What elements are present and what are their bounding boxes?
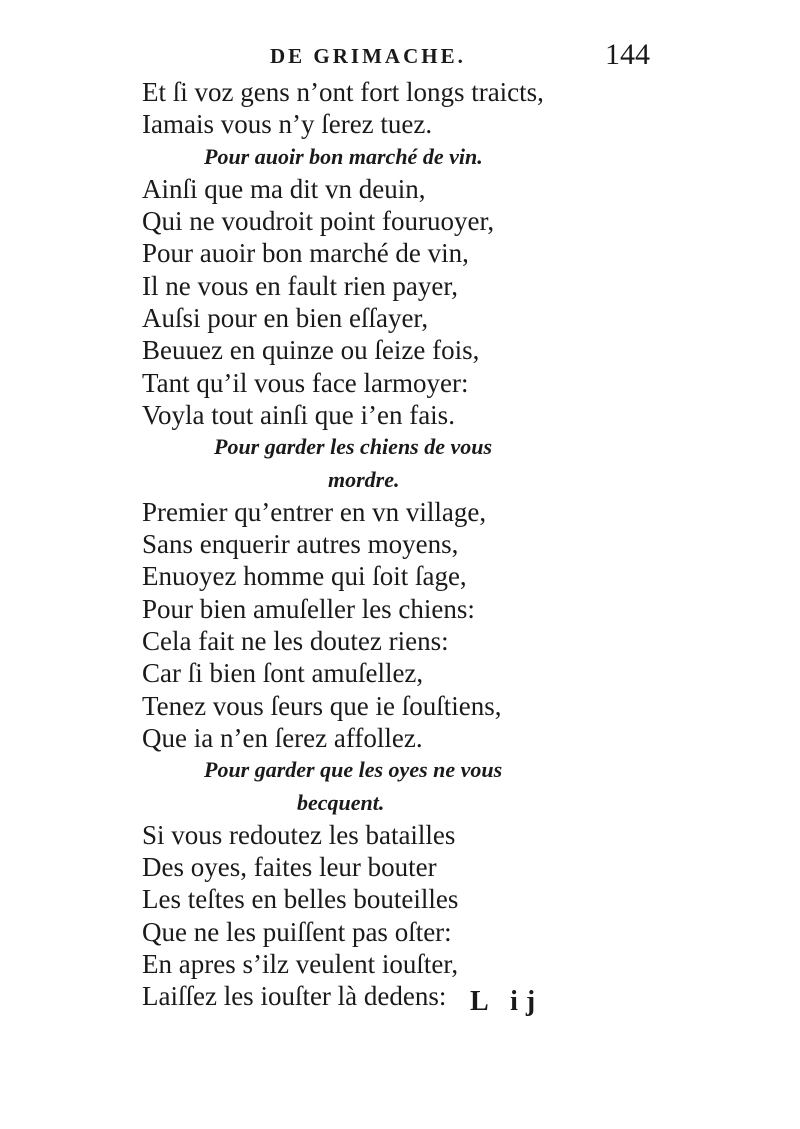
signature-mark: L ij	[470, 986, 544, 1017]
section-heading: Pour garder les chiens de vous	[214, 434, 493, 460]
verse-line: Car ſi bien ſont amuſellez,	[142, 658, 424, 689]
verse-line: Sans enquerir autres moyens,	[142, 529, 459, 560]
verse-line: Tenez vous ſeurs que ie ſouſtiens,	[142, 690, 502, 721]
verse-line: Qui ne voudroit point fouruoyer,	[142, 206, 495, 237]
verse-line: Enuoyez homme qui ſoit ſage,	[142, 561, 467, 592]
text-block	[142, 76, 662, 1013]
verse-line: Voyla tout ainſi que i’en fais.	[142, 399, 455, 430]
verse-line: Tant qu’il vous face larmoyer:	[142, 367, 469, 398]
verse-line: Laiſſez les iouſter là dedens:	[142, 981, 447, 1012]
verse-line: Premier qu’entrer en vn village,	[142, 496, 487, 527]
verse-line: Pour auoir bon marché de vin,	[142, 238, 469, 269]
verse-line: Et ſi voz gens n’ont fort longs traicts,	[142, 77, 544, 107]
verse-line: Les teſtes en belles bouteilles	[142, 884, 459, 915]
verse-line: Que ne les puiſſent pas oſter:	[142, 916, 452, 947]
section-heading: Pour garder que les oyes ne vous	[204, 757, 503, 783]
section-heading-continuation: mordre.	[328, 466, 400, 492]
section-heading-continuation: becquent.	[297, 789, 385, 815]
page-number: 144	[605, 38, 650, 71]
section-heading: Pour auoir bon marché de vin.	[204, 143, 483, 169]
verse-line: Il ne vous en fault rien payer,	[142, 270, 459, 301]
verse-line: Si vous redoutez les batailles	[142, 819, 456, 850]
verse-line: En apres s’ilz veulent iouſter,	[142, 949, 459, 980]
verse-line: Iamais vous n’y ſerez tuez.	[142, 109, 433, 140]
running-head: DE GRIMACHE.	[270, 44, 466, 68]
verse-line: Pour bien amuſeller les chiens:	[142, 593, 475, 624]
page-header	[140, 38, 660, 78]
verse-line: Cela fait ne les doutez riens:	[142, 626, 449, 657]
verse-line: Que ia n’en ſerez affollez.	[142, 722, 423, 753]
verse-line: Ainſi que ma dit vn deuin,	[142, 173, 426, 204]
verse-line: Beuuez en quinze ou ſeize fois,	[142, 335, 480, 366]
verse-line: Auſsi pour en bien eſſayer,	[142, 303, 429, 334]
verse-line: Des oyes, faites leur bouter	[142, 852, 437, 883]
